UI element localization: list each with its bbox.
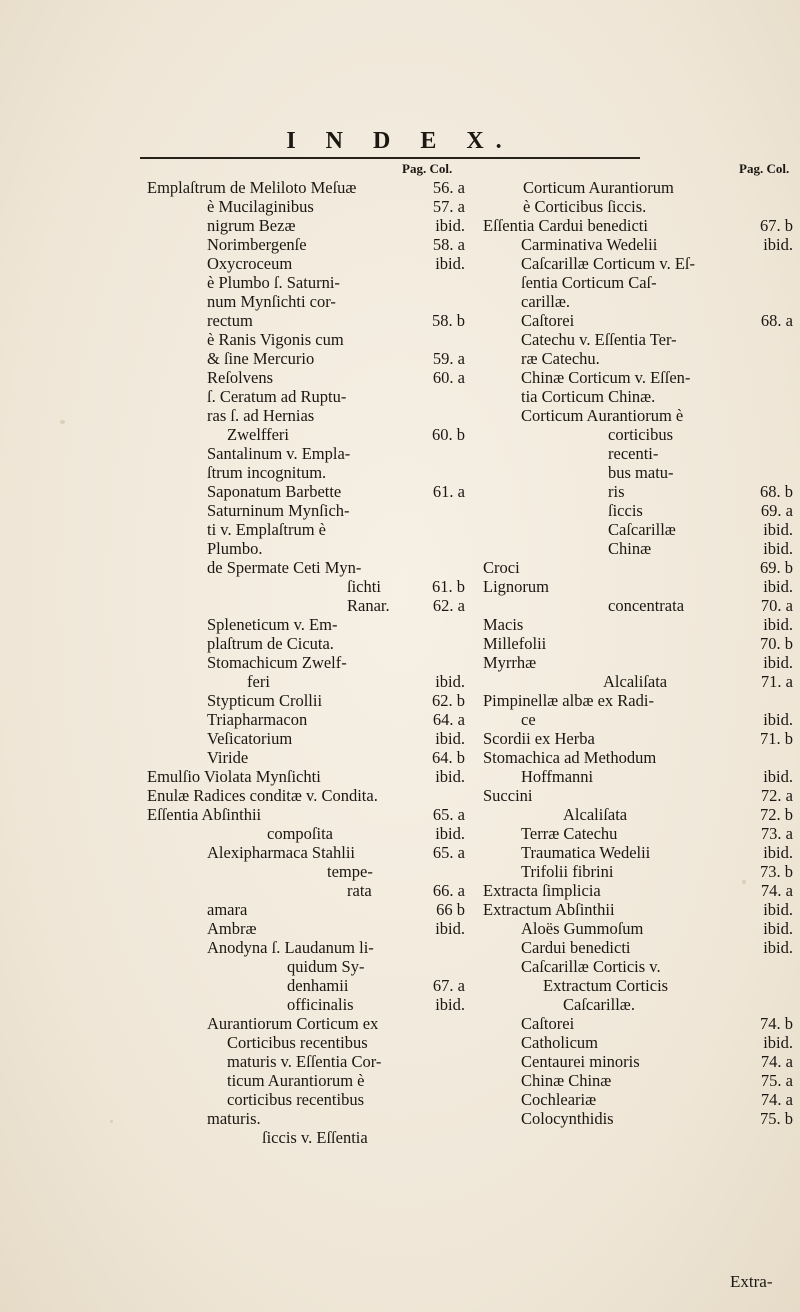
entry-page-ref: ibid. xyxy=(763,919,793,938)
entry-text: Catholicum xyxy=(521,1033,598,1052)
index-heading: I N D E X. xyxy=(286,128,514,154)
entry-page-ref: 58. b xyxy=(432,311,465,330)
entry-page-ref: 67. a xyxy=(432,976,465,995)
index-entry xyxy=(147,748,465,767)
entry-page-ref: ibid. xyxy=(435,767,465,786)
index-entry xyxy=(483,748,793,767)
entry-text: Corticum Aurantiorum è xyxy=(521,406,684,425)
entry-text: Viride xyxy=(207,748,249,767)
index-entry xyxy=(483,1090,793,1109)
index-entry xyxy=(483,178,793,197)
index-entry xyxy=(147,729,465,748)
entry-text: Saponatum Barbette xyxy=(207,482,342,501)
index-entry xyxy=(483,425,793,444)
entry-text: Norimbergenſe xyxy=(207,235,307,254)
entry-text: Croci xyxy=(483,558,520,577)
index-entry xyxy=(147,900,465,919)
index-entry xyxy=(147,995,465,1014)
entry-page-ref: 74. a xyxy=(760,1090,793,1109)
index-entry xyxy=(147,1052,465,1071)
entry-text: è Ranis Vigonis cum xyxy=(207,330,344,349)
entry-text: de Spermate Ceti Myn- xyxy=(207,558,362,577)
entry-text: denhamii xyxy=(287,976,349,995)
entry-text: Carminativa Wedelii xyxy=(521,235,658,254)
index-entry xyxy=(483,862,793,881)
entry-text: Caſcarillæ Corticis v. xyxy=(521,957,661,976)
index-entry xyxy=(483,767,793,786)
entry-page-ref: ibid. xyxy=(435,729,465,748)
entry-text: Trifolii fibrini xyxy=(521,862,614,881)
index-entry xyxy=(483,406,793,425)
entry-page-ref: ibid. xyxy=(763,539,793,558)
entry-page-ref: ibid. xyxy=(763,653,793,672)
entry-page-ref: 71. b xyxy=(760,729,793,748)
index-entry xyxy=(483,292,793,311)
index-entry xyxy=(147,596,465,615)
entry-text: Millefolii xyxy=(483,634,547,653)
index-entry xyxy=(483,387,793,406)
index-entry xyxy=(483,900,793,919)
entry-text: Pimpinellæ albæ ex Radi- xyxy=(483,691,654,710)
index-entry xyxy=(483,919,793,938)
entry-text: officinalis xyxy=(287,995,354,1014)
entry-text: Anodyna ſ. Laudanum li- xyxy=(207,938,374,957)
index-entry xyxy=(483,1109,793,1128)
entry-text: amara xyxy=(207,900,248,919)
entry-page-ref: 61. a xyxy=(432,482,465,501)
entry-page-ref: 66. a xyxy=(432,881,465,900)
index-entry xyxy=(147,501,465,520)
entry-page-ref: ibid. xyxy=(763,235,793,254)
index-entry xyxy=(483,539,793,558)
entry-text: corticibus xyxy=(608,425,674,444)
index-entry xyxy=(147,387,465,406)
index-entry xyxy=(483,995,793,1014)
entry-text: nigrum Bezæ xyxy=(207,216,296,235)
entry-page-ref: ibid. xyxy=(763,520,793,539)
index-entry xyxy=(147,805,465,824)
entry-page-ref: ibid. xyxy=(435,216,465,235)
entry-page-ref: 72. a xyxy=(760,786,793,805)
index-entry xyxy=(147,1071,465,1090)
index-entry xyxy=(483,235,793,254)
entry-text: ſ. Ceratum ad Ruptu- xyxy=(207,387,347,406)
entry-page-ref: ibid. xyxy=(435,995,465,1014)
entry-page-ref: 60. a xyxy=(432,368,465,387)
entry-text: ſichti xyxy=(347,577,381,596)
entry-text: num Mynſichti cor- xyxy=(207,292,336,311)
index-entry xyxy=(147,273,465,292)
index-entry xyxy=(483,558,793,577)
entry-text: Emplaſtrum de Meliloto Meſuæ xyxy=(147,178,357,197)
entry-page-ref: 66 b xyxy=(436,900,465,919)
index-entry xyxy=(147,216,465,235)
index-entry xyxy=(483,957,793,976)
entry-text: Eſſentia Abſinthii xyxy=(147,805,262,824)
entry-text: ticum Aurantiorum è xyxy=(227,1071,365,1090)
entry-text: compoſita xyxy=(267,824,333,843)
entry-page-ref: 70. a xyxy=(760,596,793,615)
entry-page-ref: ibid. xyxy=(763,577,793,596)
entry-text: maturis. xyxy=(207,1109,261,1128)
entry-text: è Corticibus ſiccis. xyxy=(523,197,647,216)
entry-text: Veſicatorium xyxy=(207,729,293,748)
index-entry xyxy=(147,634,465,653)
entry-page-ref: ibid. xyxy=(435,672,465,691)
entry-text: Santalinum v. Empla- xyxy=(207,444,351,463)
entry-text: Plumbo. xyxy=(207,539,263,558)
index-entry xyxy=(147,349,465,368)
entry-text: bus matu- xyxy=(608,463,674,482)
entry-text: Reſolvens xyxy=(207,368,273,387)
entry-text: è Plumbo ſ. Saturni- xyxy=(207,273,340,292)
index-entry xyxy=(147,577,465,596)
entry-text: plaſtrum de Cicuta. xyxy=(207,634,334,653)
entry-text: Alexipharmaca Stahlii xyxy=(207,843,355,862)
index-entry xyxy=(483,691,793,710)
entry-page-ref: 72. b xyxy=(760,805,793,824)
header-rule xyxy=(140,157,640,159)
index-entry xyxy=(147,482,465,501)
entry-page-ref: 68. a xyxy=(760,311,793,330)
entry-text: Terræ Catechu xyxy=(521,824,618,843)
entry-page-ref: 74. b xyxy=(760,1014,793,1033)
entry-text: Alcaliſata xyxy=(603,672,668,691)
entry-text: Alcaliſata xyxy=(563,805,628,824)
entry-page-ref: ibid. xyxy=(763,767,793,786)
entry-text: rectum xyxy=(207,311,253,330)
entry-text: Caſcarillæ. xyxy=(563,995,635,1014)
index-entry xyxy=(147,406,465,425)
index-entry xyxy=(483,672,793,691)
index-entry xyxy=(147,824,465,843)
index-entry xyxy=(483,254,793,273)
index-entry xyxy=(147,1128,465,1147)
entry-text: Stomachicum Zwelf- xyxy=(207,653,347,672)
entry-text: Stomachica ad Methodum xyxy=(483,748,657,767)
index-entry xyxy=(147,425,465,444)
entry-text: corticibus recentibus xyxy=(227,1090,364,1109)
entry-text: Chinæ xyxy=(608,539,652,558)
entry-text: Succini xyxy=(483,786,533,805)
entry-page-ref: ibid. xyxy=(763,710,793,729)
index-entry xyxy=(147,786,465,805)
entry-text: Traumatica Wedelii xyxy=(521,843,651,862)
index-entry xyxy=(483,615,793,634)
right-column-label: Pag. Col. xyxy=(739,161,790,176)
entry-page-ref: ibid. xyxy=(435,254,465,273)
index-entry xyxy=(483,976,793,995)
entry-text: tempe- xyxy=(327,862,373,881)
entry-page-ref: 74. a xyxy=(760,1052,793,1071)
entry-text: tia Corticum Chinæ. xyxy=(521,387,656,406)
entry-page-ref: 56. a xyxy=(432,178,465,197)
index-entry xyxy=(483,1071,793,1090)
entry-text: Centaurei minoris xyxy=(521,1052,640,1071)
left-column-label: Pag. Col. xyxy=(402,161,453,176)
entry-text: Saturninum Mynſich- xyxy=(207,501,350,520)
index-entry xyxy=(147,463,465,482)
index-entry xyxy=(483,463,793,482)
paper-speck xyxy=(60,420,65,424)
index-entry xyxy=(483,482,793,501)
entry-page-ref: 69. a xyxy=(760,501,793,520)
index-entry xyxy=(483,938,793,957)
index-entry xyxy=(147,672,465,691)
entry-page-ref: 64. b xyxy=(432,748,465,767)
index-entry xyxy=(147,444,465,463)
entry-page-ref: 70. b xyxy=(760,634,793,653)
entry-page-ref: 73. b xyxy=(760,862,793,881)
entry-page-ref: 58. a xyxy=(432,235,465,254)
index-entry xyxy=(483,881,793,900)
entry-text: Chinæ Chinæ xyxy=(521,1071,612,1090)
entry-page-ref: 73. a xyxy=(760,824,793,843)
index-entry xyxy=(483,824,793,843)
left-index-column xyxy=(147,178,465,1147)
entry-page-ref: 57. a xyxy=(432,197,465,216)
entry-text: Enulæ Radices conditæ v. Condita. xyxy=(147,786,378,805)
index-entry xyxy=(483,805,793,824)
index-entry xyxy=(147,254,465,273)
entry-text: Oxycroceum xyxy=(207,254,293,273)
entry-text: Catechu v. Eſſentia Ter- xyxy=(521,330,677,349)
entry-text: ras ſ. ad Hernias xyxy=(207,406,315,425)
entry-text: Hoffmanni xyxy=(521,767,594,786)
entry-text: Aloës Gummoſum xyxy=(521,919,644,938)
entry-text: Macis xyxy=(483,615,524,634)
entry-page-ref: 60. b xyxy=(432,425,465,444)
entry-page-ref: 64. a xyxy=(432,710,465,729)
index-entry xyxy=(147,843,465,862)
entry-page-ref: 65. a xyxy=(432,843,465,862)
index-entry xyxy=(483,653,793,672)
entry-text: Triapharmacon xyxy=(207,710,308,729)
entry-text: Aurantiorum Corticum ex xyxy=(207,1014,379,1033)
index-entry xyxy=(483,729,793,748)
entry-page-ref: ibid. xyxy=(763,615,793,634)
entry-text: rata xyxy=(347,881,372,900)
index-entry xyxy=(483,501,793,520)
index-entry xyxy=(147,368,465,387)
entry-text: Lignorum xyxy=(483,577,549,596)
entry-text: Stypticum Crollii xyxy=(207,691,323,710)
entry-text: Emulſio Violata Mynſichti xyxy=(147,767,321,786)
index-entry xyxy=(483,197,793,216)
entry-text: è Mucilaginibus xyxy=(207,197,314,216)
entry-page-ref: 67. b xyxy=(760,216,793,235)
entry-text: Caſcarillæ Corticum v. Eſ- xyxy=(521,254,695,273)
paper-speck xyxy=(110,1120,113,1123)
index-entry xyxy=(147,710,465,729)
entry-text: & ſine Mercurio xyxy=(207,349,315,368)
entry-text: ti v. Emplaſtrum è xyxy=(207,520,326,539)
index-entry xyxy=(147,1109,465,1128)
entry-text: maturis v. Eſſentia Cor- xyxy=(227,1052,382,1071)
index-entry xyxy=(483,1014,793,1033)
entry-page-ref: ibid. xyxy=(763,938,793,957)
entry-text: Cochleariæ xyxy=(521,1090,597,1109)
entry-text: Corticibus recentibus xyxy=(227,1033,368,1052)
entry-page-ref: ibid. xyxy=(435,824,465,843)
entry-page-ref: 61. b xyxy=(432,577,465,596)
index-entry xyxy=(483,596,793,615)
entry-text: Scordii ex Herba xyxy=(483,729,595,748)
index-entry xyxy=(147,539,465,558)
entry-page-ref: ibid. xyxy=(763,1033,793,1052)
index-entry xyxy=(483,444,793,463)
entry-page-ref: 74. a xyxy=(760,881,793,900)
entry-text: Spleneticum v. Em- xyxy=(207,615,338,634)
entry-text: Extractum Abſinthii xyxy=(483,900,615,919)
index-entry xyxy=(483,1033,793,1052)
entry-page-ref: 62. b xyxy=(432,691,465,710)
index-entry xyxy=(483,634,793,653)
entry-text: Caſcarillæ xyxy=(608,520,676,539)
entry-page-ref: 75. a xyxy=(760,1071,793,1090)
entry-text: Cardui benedicti xyxy=(521,938,631,957)
entry-text: ſtrum incognitum. xyxy=(207,463,327,482)
index-entry xyxy=(483,368,793,387)
entry-page-ref: ibid. xyxy=(435,919,465,938)
entry-page-ref: 71. a xyxy=(760,672,793,691)
entry-text: Corticum Aurantiorum xyxy=(523,178,674,197)
entry-text: Extracta ſimplicia xyxy=(483,881,601,900)
index-entry xyxy=(147,1033,465,1052)
entry-page-ref: 68. b xyxy=(760,482,793,501)
entry-text: ris xyxy=(608,482,625,501)
entry-text: recenti- xyxy=(608,444,659,463)
entry-text: ſiccis xyxy=(608,501,643,520)
entry-text: carillæ. xyxy=(521,292,571,311)
entry-text: ce xyxy=(521,710,536,729)
index-entry xyxy=(147,1014,465,1033)
entry-text: Myrrhæ xyxy=(483,653,537,672)
index-entry xyxy=(147,976,465,995)
index-entry xyxy=(483,786,793,805)
entry-page-ref: 59. a xyxy=(432,349,465,368)
entry-text: Extractum Corticis xyxy=(543,976,669,995)
entry-text: Chinæ Corticum v. Eſſen- xyxy=(521,368,691,387)
entry-text: feri xyxy=(247,672,270,691)
entry-page-ref: ibid. xyxy=(763,900,793,919)
index-entry xyxy=(483,216,793,235)
catchword: Extra- xyxy=(730,1272,773,1291)
index-entry xyxy=(483,273,793,292)
index-entry xyxy=(147,957,465,976)
index-entry xyxy=(147,178,465,197)
index-entry xyxy=(147,1090,465,1109)
right-index-column xyxy=(483,178,793,1128)
index-entry xyxy=(483,349,793,368)
index-entry xyxy=(483,1052,793,1071)
entry-text: concentrata xyxy=(608,596,685,615)
entry-text: Zwelfferi xyxy=(227,425,289,444)
entry-text: Ambræ xyxy=(207,919,257,938)
entry-text: ræ Catechu. xyxy=(521,349,600,368)
entry-text: Caſtorei xyxy=(521,311,575,330)
index-entry xyxy=(483,520,793,539)
index-entry xyxy=(483,311,793,330)
index-entry xyxy=(147,558,465,577)
index-entry xyxy=(483,843,793,862)
index-entry xyxy=(483,710,793,729)
index-entry xyxy=(147,197,465,216)
index-entry xyxy=(483,577,793,596)
index-entry xyxy=(147,235,465,254)
entry-text: Caſtorei xyxy=(521,1014,575,1033)
index-entry xyxy=(147,691,465,710)
index-entry xyxy=(147,292,465,311)
index-entry xyxy=(147,520,465,539)
entry-text: Colocynthidis xyxy=(521,1109,614,1128)
entry-text: Ranar. xyxy=(347,596,390,615)
entry-text: Eſſentia Cardui benedicti xyxy=(483,216,648,235)
entry-page-ref: 69. b xyxy=(760,558,793,577)
index-entry xyxy=(147,862,465,881)
entry-text: ſiccis v. Eſſentia xyxy=(262,1128,368,1147)
entry-page-ref: ibid. xyxy=(763,843,793,862)
entry-page-ref: 62. a xyxy=(432,596,465,615)
index-entry xyxy=(147,615,465,634)
index-entry xyxy=(147,311,465,330)
entry-page-ref: 65. a xyxy=(432,805,465,824)
index-entry xyxy=(147,919,465,938)
index-entry xyxy=(147,938,465,957)
entry-page-ref: 75. b xyxy=(760,1109,793,1128)
entry-text: quidum Sy- xyxy=(287,957,365,976)
index-entry xyxy=(147,881,465,900)
index-entry xyxy=(147,653,465,672)
entry-text: ſentia Corticum Caſ- xyxy=(521,273,657,292)
index-entry xyxy=(147,767,465,786)
index-entry xyxy=(147,330,465,349)
index-entry xyxy=(483,330,793,349)
